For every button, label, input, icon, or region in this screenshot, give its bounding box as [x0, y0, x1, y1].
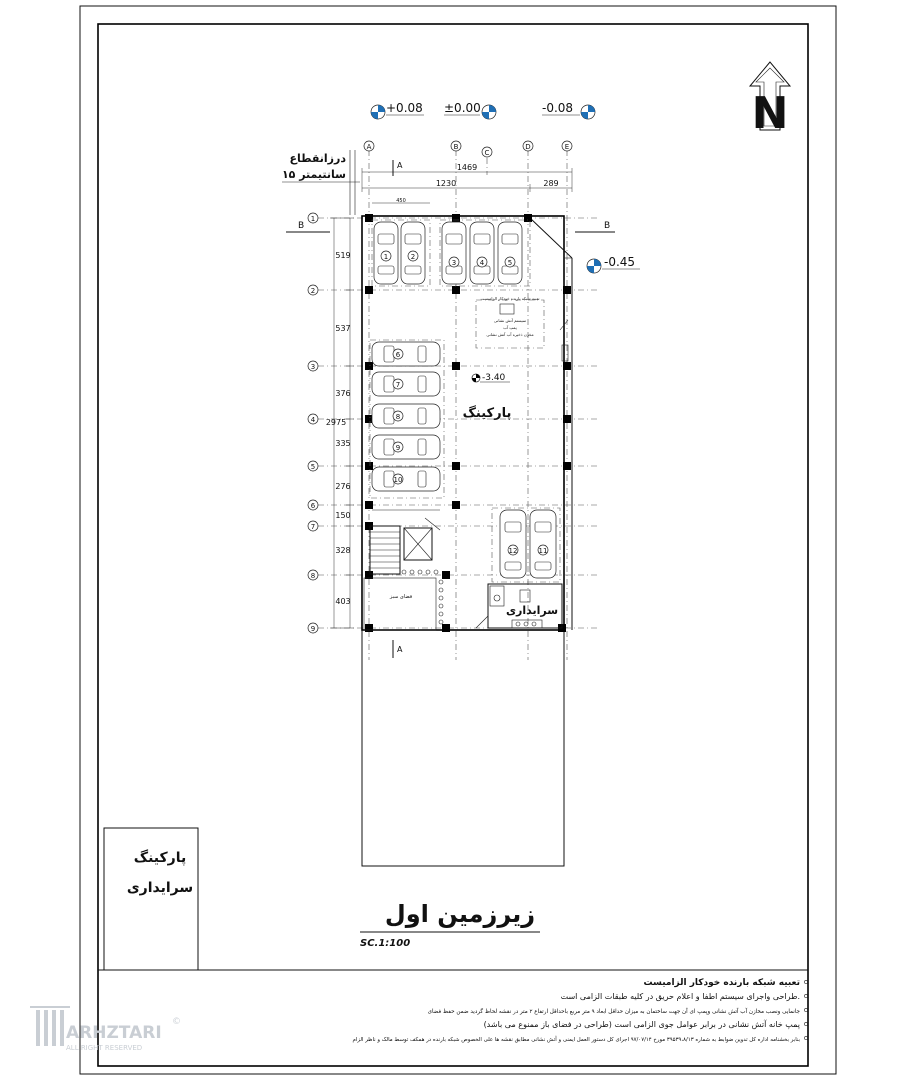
north-arrow-icon [750, 62, 790, 139]
level-marker-side [587, 255, 640, 273]
dim-left-3: 376 [335, 389, 351, 398]
svg-text:3: 3 [451, 259, 457, 267]
svg-text:8: 8 [310, 572, 316, 580]
watermark [30, 1006, 181, 1052]
section-mark-b-right [575, 221, 615, 232]
watermark-copyright: © [172, 1017, 181, 1027]
dim-left-2: 537 [335, 324, 351, 333]
svg-text:B: B [298, 221, 305, 231]
fire-system-box [476, 296, 544, 348]
dim-left-7: 328 [335, 546, 351, 555]
dim-top-small: 450 [396, 198, 406, 204]
parking-spot-11 [530, 510, 556, 578]
svg-text:-3.40: -3.40 [482, 373, 506, 383]
grid-bubble-b [451, 141, 461, 151]
caretaker-unit [476, 584, 562, 628]
svg-text:10: 10 [393, 476, 403, 484]
notes-list [353, 978, 808, 1043]
grid-bubble-a [364, 141, 374, 151]
drawing-title: زیرزمین اول [384, 900, 536, 928]
dim-top-left: 1230 [435, 179, 457, 188]
green-void-area [364, 570, 443, 630]
dim-left-total: 2975 [325, 418, 347, 427]
note-2: طراحی واجرای سیستم اطفا و اعلام حریق در کلیه طبقات الزامی است. [560, 992, 800, 1001]
level-text: -0.08 [542, 101, 574, 115]
note-4: پمپ خانه آتش نشانی در برابر عوامل جوی الزامی است (طراحی در فضای باز ممنوع می باشد) [483, 1020, 800, 1029]
room-label-parking: پارکینگ [462, 406, 512, 421]
parking-spot-7 [372, 372, 440, 396]
svg-text:A: A [397, 645, 403, 654]
grid-bubble-8 [308, 570, 318, 580]
svg-text:پمپ آب: پمپ آب [503, 325, 517, 330]
legend-item-caretaker: سرایداری [126, 880, 194, 896]
svg-text:9: 9 [395, 444, 401, 452]
svg-text:سیستم آتش نشانی: سیستم آتش نشانی [493, 318, 527, 323]
level-marker-zero [444, 101, 496, 119]
svg-text:D: D [525, 143, 531, 151]
svg-text:مخزن ذخیره آب آتش نشانی: مخزن ذخیره آب آتش نشانی [486, 332, 534, 337]
note-5: بنابر بخشنامه اداره کل تدوین ضوابط به شماره ۳۹۵۳۹،۸/۱۳ مورخ ۹۷/۰۷/۱۴ اجرای کل دستور العمل ایمنی و آتش نشانی مطابق نقشه ها علی الخصوص شبکه بارنده در همکف توسط مالک و ناظر الزام [352, 1037, 800, 1043]
drawing-scale: SC.1:100 [360, 938, 411, 949]
svg-text:3: 3 [310, 363, 316, 371]
wall-gap-note [282, 150, 360, 215]
dim-top-right: 289 [543, 179, 559, 188]
room-label-caretaker: سرایداری [505, 604, 559, 617]
dim-left-1: 519 [335, 251, 351, 260]
dim-left-8: 403 [335, 597, 351, 606]
note-3: جانمایی ونصب مخازن آب آتش نشانی وپمپ ای آن جهت ساختمان به میزان حداقل ابعاد ۹ متر مربع باحداقل ارتفاع ۲ متر در نقشه لحاظ گردید ضمن حفظ فضای [427, 1009, 800, 1015]
parking-spot-8 [372, 404, 440, 428]
grid-bubble-2 [308, 285, 318, 295]
level-marker-plus [371, 101, 424, 119]
svg-text:6: 6 [395, 351, 401, 359]
svg-text:4: 4 [479, 259, 485, 267]
dim-left-4: 335 [335, 439, 351, 448]
dim-left-6: 150 [335, 511, 351, 520]
svg-text:9: 9 [310, 625, 316, 633]
grid-bubble-9 [308, 623, 318, 633]
legend-item-parking: پارکینگ [133, 850, 187, 866]
stair-core [370, 510, 440, 574]
grid-bubble-6 [308, 500, 318, 510]
grid-bubble-c [482, 147, 492, 157]
grid-bubble-3 [308, 361, 318, 371]
svg-text:A: A [366, 143, 372, 151]
svg-text:8: 8 [395, 413, 401, 421]
svg-text:B: B [453, 143, 459, 151]
section-mark-b-left [286, 221, 330, 232]
svg-text:فضای سبز: فضای سبز [389, 594, 413, 600]
svg-text:7: 7 [395, 381, 401, 389]
parking-spot-5 [498, 222, 522, 284]
svg-text:2: 2 [310, 287, 316, 295]
note-1: تعبیه شبکه بارنده خودکار الزامیست [643, 978, 800, 988]
section-mark-a-top [393, 160, 403, 176]
svg-text:C: C [484, 149, 490, 157]
svg-text:11: 11 [538, 547, 548, 555]
svg-text:1: 1 [383, 253, 389, 261]
level-text: -0.45 [604, 255, 636, 269]
grid-bubble-7 [308, 521, 318, 531]
grid-bubble-d [523, 141, 533, 151]
svg-text:1: 1 [310, 215, 316, 223]
dim-left-5: 276 [335, 482, 351, 491]
watermark-brand: ARHZTARI [66, 1023, 162, 1043]
north-letter: N [751, 88, 789, 139]
wall-note-line-2: ۱۵ سانتیمتر [281, 168, 346, 181]
section-mark-a-bottom [393, 640, 403, 658]
level-text: +0.08 [386, 101, 423, 115]
grid-bubble-1 [308, 213, 318, 223]
svg-text:5: 5 [507, 259, 513, 267]
svg-text:7: 7 [310, 523, 316, 531]
watermark-tagline: ALL RIGHT RESERVED [66, 1044, 143, 1052]
grid-bubble-e [562, 141, 572, 151]
left-dimensions [326, 218, 354, 628]
svg-text:تعبیه شبکه بارنده خودکار الزام: تعبیه شبکه بارنده خودکار الزامیست [480, 296, 540, 301]
parking-spot-6 [372, 342, 440, 366]
svg-text:B: B [604, 221, 611, 231]
grid-bubbles-rows [308, 213, 318, 633]
parking-spot-9 [372, 435, 440, 459]
legend-box [104, 828, 198, 970]
grid-bubbles-columns [364, 141, 572, 157]
svg-text:E: E [564, 143, 570, 151]
parking-spot-3 [442, 222, 466, 284]
svg-text:6: 6 [310, 502, 316, 510]
grid-bubble-5 [308, 461, 318, 471]
parking-spot-12 [500, 510, 526, 578]
wall-note-line-1: درزانقطاع [289, 152, 346, 165]
grid-bubble-4 [308, 414, 318, 424]
svg-text:2: 2 [410, 253, 416, 261]
interior-level-marker [472, 373, 510, 383]
svg-text:12: 12 [508, 547, 518, 555]
svg-text:A: A [397, 161, 403, 170]
parking-spot-10 [372, 467, 440, 491]
drawing-title-block [360, 900, 540, 949]
svg-text:5: 5 [310, 463, 316, 471]
level-marker-minus [542, 101, 595, 119]
dim-top-total: 1469 [456, 163, 478, 172]
parking-spot-4 [470, 222, 494, 284]
svg-text:4: 4 [310, 416, 316, 424]
level-text: ±0.00 [444, 101, 481, 115]
parking-spot-2 [401, 222, 425, 284]
parking-spot-1 [374, 222, 398, 284]
